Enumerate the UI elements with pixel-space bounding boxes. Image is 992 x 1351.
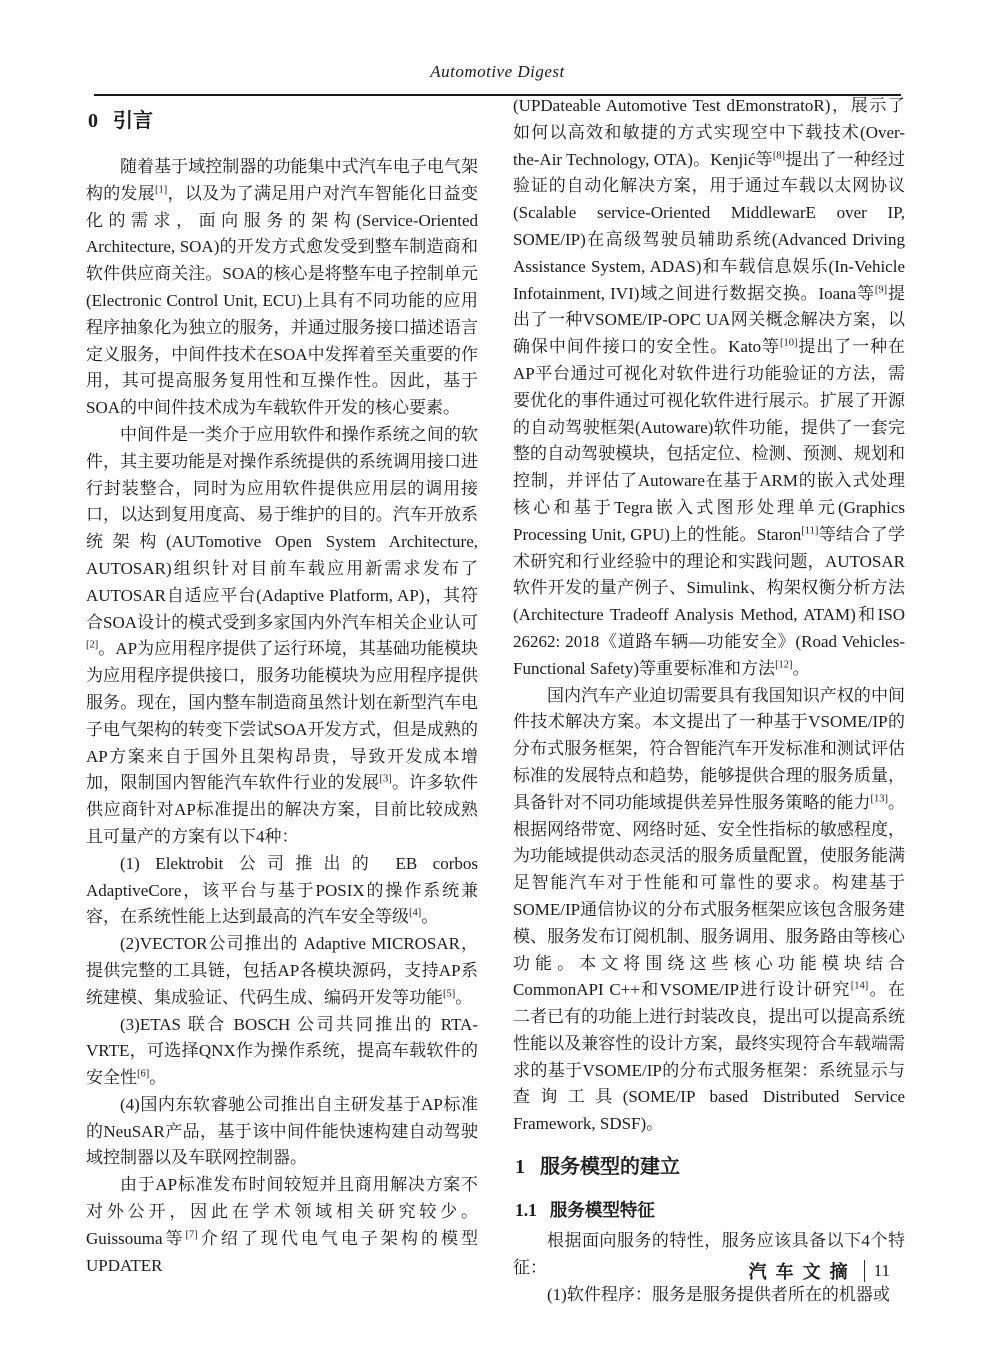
subsection-number: 1.1 (515, 1200, 537, 1221)
page-footer (749, 1258, 890, 1284)
list-item-2: (2)VECTOR公司推出的 Adaptive MICROSAR，提供完整的工具链，包括AP各模块源码，支持AP系统建模、集成验证、代码生成、编码开发等功能[5]。 (86, 934, 478, 1007)
citation-reference: [10] (779, 337, 798, 349)
citation-reference: [11] (801, 525, 819, 537)
left-column (86, 106, 478, 1279)
section-heading-service-model (515, 1152, 905, 1182)
subsection-heading-service-features (515, 1197, 905, 1223)
section-title: 服务模型的建立 (540, 1156, 680, 1179)
paragraph-continuation: (UPDateable Automotive Test dEmonstratoR)，展示了如何以高效和敏捷的方式实现空中下载技术(Over-the-Air Technology, OTA)。Kenjić等[8]提出了一种经过验证的自动化解决方案，用于通过车载以太网协议(Scalable service-Oriented MiddlewarE over IP, SOME/IP)在高级驾驶员辅助系统(Advanced Driving Assistance System, ADAS)和车载信息娱乐(In-Vehicle Infotainment, IVI)域之间进行数据交换。Ioana等[9]提出了一种VSOME/IP-OPC UA网关概念解决方案，以确保中间件接口的安全性。Kato等[10]提出了一种在AP平台通过可视化对软件进行功能验证的方法，需要优化的事件通过可视化软件进行展示。扩展了开源的自动驾驶框架(Autoware)软件功能，提供了一套完整的自动驾驶模块，包括定位、检测、预测、规划和控制，并评估了Autoware在基于ARM的嵌入式处理核心和基于Tegra嵌入式图形处理单元(Graphics Processing Unit, GPU)上的性能。Staron[11]等结合了学术研究和行业经验中的理论和实践问题，AUTOSAR软件开发的量产例子、Simulink、构架权衡分析方法(Architecture Tradeoff Analysis Method, ATAM)和ISO 26262: 2018《道路车辆—功能安全》(Road Vehicles-Functional Safety)等重要标准和方法[12]。 (513, 96, 906, 678)
paragraph: 中间件是一类介于应用软件和操作系统之间的软件，其主要功能是对操作系统提供的系统调用接口进行封装整合，同时为应用软件提供应用层的调用接口，以达到复用度高、易于维护的目的。汽车开放系统架构(AUTomotive Open System Architecture, AUTOSAR)组织针对目前车载应用新需求发布了AUTOSAR自适应平台(Adaptive Platform, AP)，其符合SOA设计的模式受到多家国内外汽车相关企业认可[2]。AP为应用程序提供了运行环境，其基础功能模块为应用程序提供接口，服务功能模块为应用程序提供服务。现在，国内整车制造商虽然计划在新型汽车电子电气架构的转变下尝试SOA开发方式，但是成熟的AP方案来自于国外且架构昂贵，导致开发成本增加，限制国内智能汽车软件行业的发展[3]。许多软件供应商针对AP标准提出的解决方案，目前比较成熟且可量产的方案有以下4种： (86, 424, 479, 846)
list-item-1: (1) Elektrobit 公司推出的 EB corbos AdaptiveCore，该平台与基于POSIX的操作系统兼容，在系统性能上达到最高的汽车安全等级[4]。 (86, 853, 478, 927)
citation-reference: [5] (443, 988, 456, 1000)
citation-reference: [2] (86, 639, 99, 651)
paragraph: 随着基于域控制器的功能集中式汽车电子电气架构的发展[1]，以及为了满足用户对汽车智能化日益变化的需求，面向服务的架构(Service-Oriented Architecture, SOA)的开发方式愈发受到整车制造商和软件供应商关注。SOA的核心是将整车电子控制单元(Electronic Control Unit, ECU)上具有不同功能的应用程序抽象化为独立的服务，并通过服务接口描述语言定义服务，中间件技术在SOA中发挥着至关重要的作用，其可提高服务复用性和互操作性。因此，基于SOA的中间件技术成为车载软件开发的核心要素。 (86, 157, 479, 418)
right-column (513, 93, 905, 1308)
list-item-3: (3)ETAS 联合 BOSCH 公司共同推出的 RTA-VRTE，可选择QNX作为操作系统，提高车载软件的安全性[6]。 (86, 1014, 478, 1088)
footer-page-number: 11 (873, 1261, 890, 1280)
section-title: 引言 (113, 110, 153, 132)
footer-divider (864, 1260, 865, 1282)
citation-reference: [8] (772, 149, 786, 161)
running-header (94, 62, 901, 82)
citation-reference: [3] (379, 773, 392, 785)
citation-reference: [6] (137, 1068, 150, 1080)
citation-reference: [7] (185, 1229, 198, 1241)
citation-reference: [14] (850, 980, 869, 992)
section-heading-intro (88, 106, 478, 136)
paragraph: 国内汽车产业迫切需要具有我国知识产权的中间件技术解决方案。本文提出了一种基于VSOME/IP的分布式服务框架，符合智能汽车开发标准和测试评估标准的发展特点和趋势，能够提供合理的服务质量，具备针对不同功能域提供差异性服务策略的能力[13]。根据网络带宽、网络时延、安全性指标的敏感程度，为功能域提供动态灵活的服务质量配置，使服务能满足智能汽车对于性能和可靠性的要求。构建基于SOME/IP通信协议的分布式服务框架应该包含服务建模、服务发布订阅机制、服务调用、服务路由等核心功能。本文将围绕这些核心功能模块结合CommonAPI C++和VSOME/IP进行设计研究[14]。在二者已有的功能上进行封装改良，提出可以提高系统性能以及兼容性的设计方案，最终实现符合车载端需求的基于VSOME/IP的分布式服务框架：系统显示与查询工具(SOME/IP based Distributed Service Framework, SDSF)。 (513, 685, 906, 1134)
citation-reference: [12] (775, 659, 793, 671)
paragraph: 根据面向服务的特性，服务应该具备以下4个特征： (513, 1231, 905, 1277)
journal-running-title: Automotive Digest (430, 62, 565, 81)
list-item-4: (4)国内东软睿驰公司推出自主研发基于AP标准的NeuSAR产品，基于该中间件能快速构建自动驾驶域控制器以及车联网控制器。 (86, 1094, 478, 1168)
citation-reference: [9] (874, 283, 888, 295)
citation-reference: [13] (870, 793, 888, 805)
footer-journal-name: 汽 车 文 摘 (748, 1262, 850, 1282)
list-item-1: (1)软件程序：服务是服务提供者所在的机器或 (547, 1284, 890, 1304)
section-number: 0 (88, 110, 98, 132)
paragraph: 由于AP标准发布时间较短并且商用解决方案不对外公开，因此在学术领域相关研究较少。Guissouma等[7]介绍了现代电气电子架构的模型UPDATER (86, 1175, 478, 1275)
citation-reference: [1] (155, 184, 168, 196)
section-number: 1 (515, 1156, 525, 1179)
subsection-title: 服务模型特征 (549, 1200, 655, 1221)
citation-reference: [4] (409, 907, 422, 919)
